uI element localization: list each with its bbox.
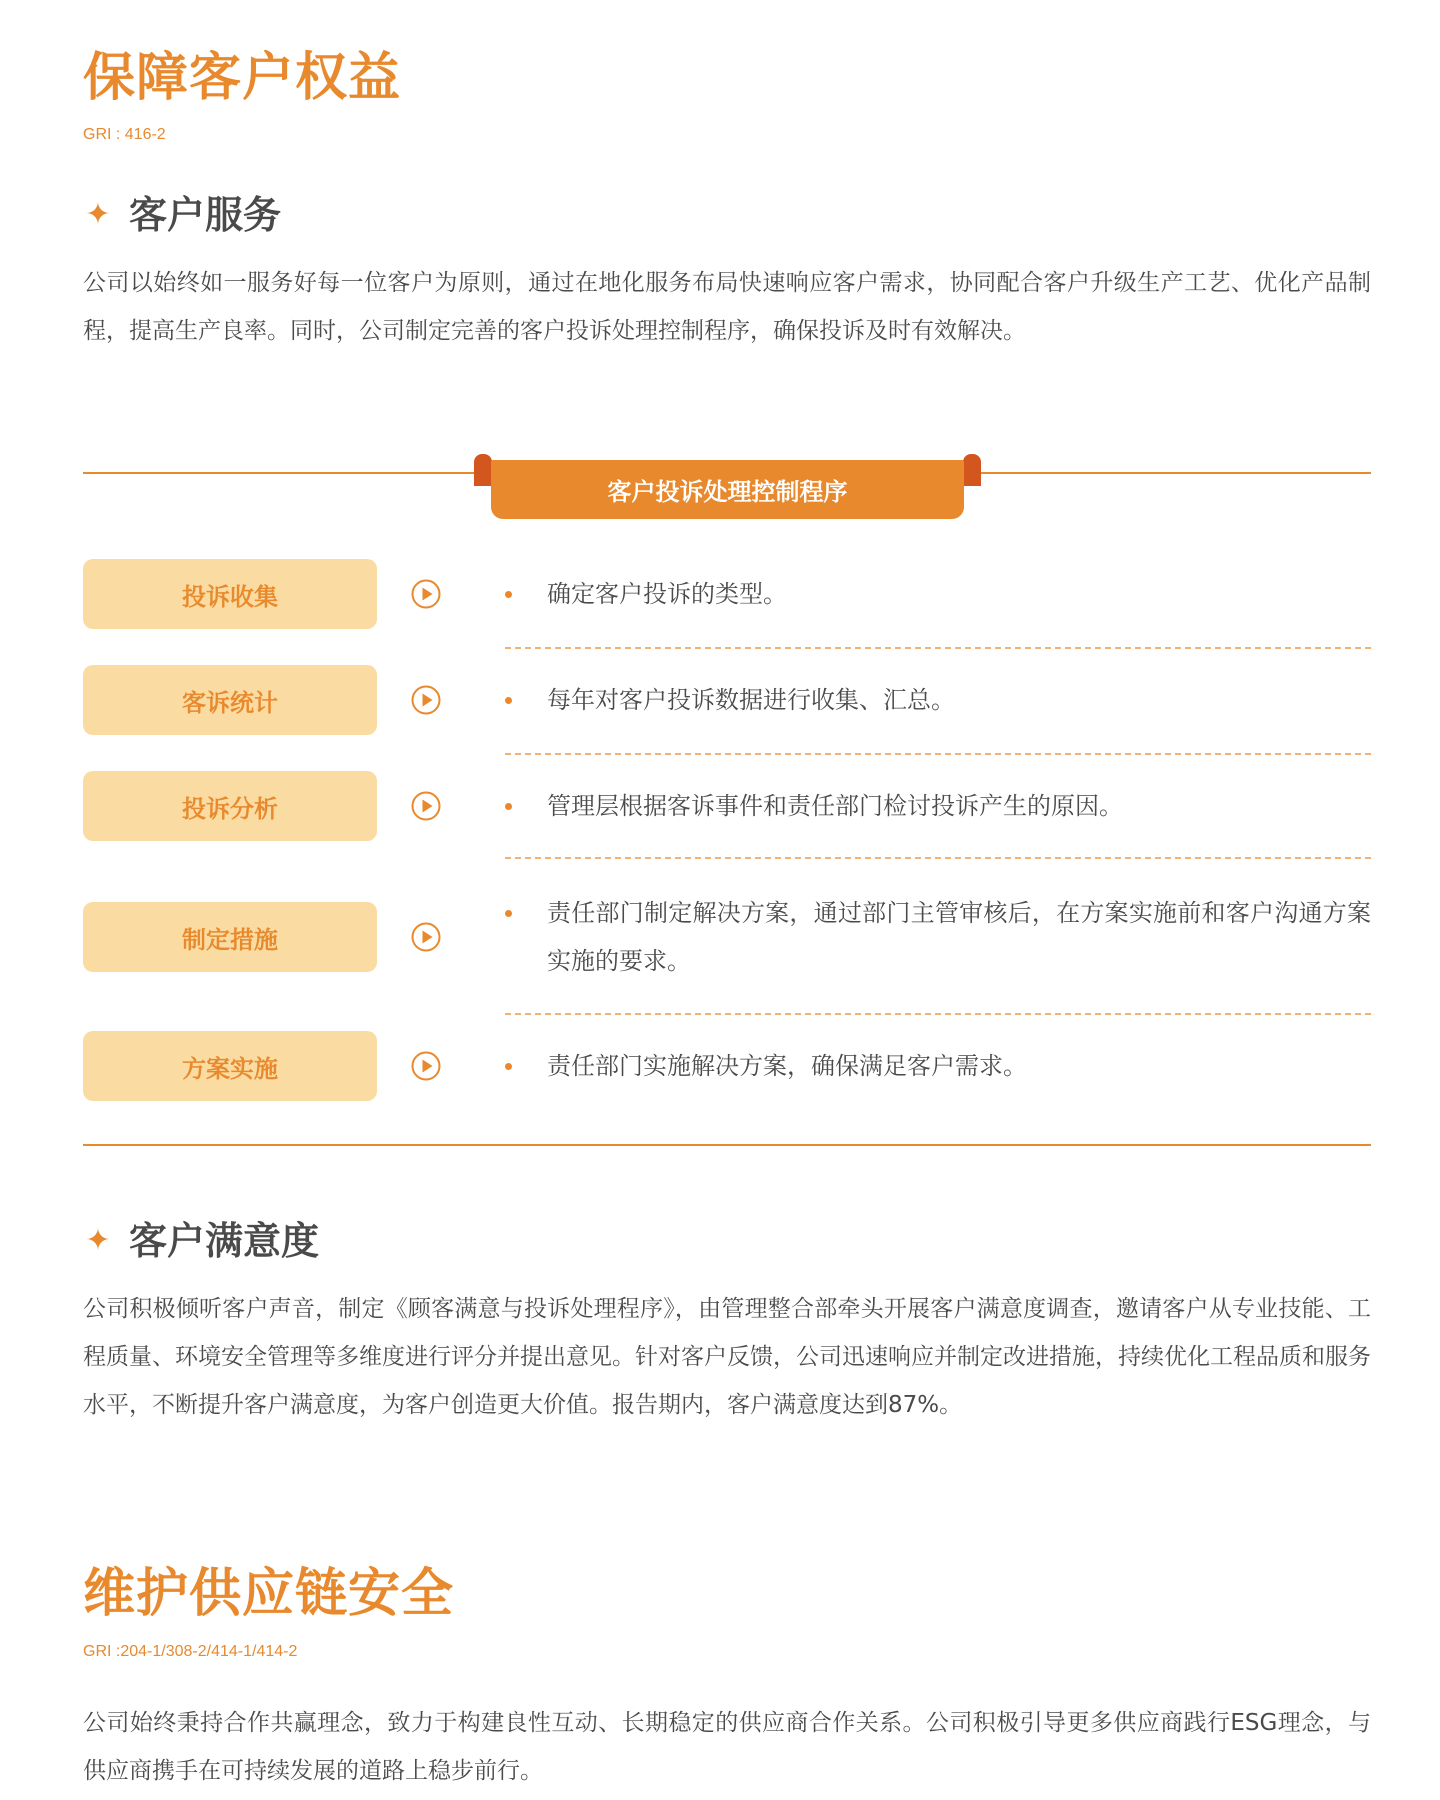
- flow-bottom-line: [83, 1144, 1371, 1146]
- step-label-pill: 方案实施: [83, 1031, 377, 1101]
- section-title-customer-rights: 保障客户权益: [83, 48, 402, 108]
- bullet-dot-icon: [505, 591, 512, 598]
- step-label-pill: 投诉收集: [83, 559, 377, 629]
- ribbon-fold-left: [474, 454, 492, 486]
- play-arrow-icon: [411, 685, 441, 715]
- step-description: 责任部门实施解决方案，确保满足客户需求。: [547, 1052, 1027, 1080]
- step-divider: [505, 857, 1371, 859]
- customer-service-paragraph: 公司以始终如一服务好每一位客户为原则，通过在地化服务布局快速响应客户需求，协同配合客户升级生产工艺、优化产品制程，提高生产良率。同时，公司制定完善的客户投诉处理控制程序，确保投诉及时有效解决。: [83, 270, 1371, 344]
- flow-title-ribbon: 客户投诉处理控制程序: [491, 460, 964, 519]
- step-divider: [505, 647, 1371, 649]
- step-description: 管理层根据客诉事件和责任部门检讨投诉产生的原因。: [547, 792, 1123, 820]
- subheading-text: 客户服务: [129, 193, 282, 237]
- step-label-pill: 客诉统计: [83, 665, 377, 735]
- play-arrow-icon: [411, 791, 441, 821]
- bullet-dot-icon: [505, 803, 512, 810]
- report-page: [83, 0, 1371, 1800]
- step-divider: [505, 753, 1371, 755]
- star-icon: ✦: [85, 1223, 111, 1258]
- bullet-dot-icon: [505, 910, 512, 917]
- star-icon: ✦: [85, 197, 111, 232]
- gri-reference: GRI : 416-2: [83, 126, 166, 143]
- ribbon-fold-right: [963, 454, 981, 486]
- bullet-dot-icon: [505, 697, 512, 704]
- bullet-dot-icon: [505, 1063, 512, 1070]
- supply-chain-paragraph: 公司始终秉持合作共赢理念，致力于构建良性互动、长期稳定的供应商合作关系。公司积极引导更多供应商践行ESG理念，与供应商携手在可持续发展的道路上稳步前行。: [83, 1710, 1371, 1784]
- section-title-supply-chain: 维护供应链安全: [83, 1564, 455, 1624]
- gri-reference: GRI :204-1/308-2/414-1/414-2: [83, 1643, 298, 1660]
- step-label-pill: 投诉分析: [83, 771, 377, 841]
- play-arrow-icon: [411, 922, 441, 952]
- step-divider: [505, 1013, 1371, 1015]
- step-description: 确定客户投诉的类型。: [547, 580, 787, 608]
- step-description: 每年对客户投诉数据进行收集、汇总。: [547, 686, 955, 714]
- step-description: 责任部门制定解决方案，通过部门主管审核后，在方案实施前和客户沟通方案实施的要求。: [547, 899, 1371, 975]
- subheading-text: 客户满意度: [129, 1219, 320, 1263]
- subheading-customer-service: [83, 193, 282, 237]
- play-arrow-icon: [411, 1051, 441, 1081]
- play-arrow-icon: [411, 579, 441, 609]
- customer-satisfaction-paragraph: 公司积极倾听客户声音，制定《顾客满意与投诉处理程序》，由管理整合部牵头开展客户满意度调查，邀请客户从专业技能、工程质量、环境安全管理等多维度进行评分并提出意见。针对客户反馈，公司迅速响应并制定改进措施，持续优化工程品质和服务水平，不断提升客户满意度，为客户创造更大价值。报告期内，客户满意度达到87%。: [83, 1296, 1371, 1418]
- step-label-pill: 制定措施: [83, 902, 377, 972]
- subheading-customer-satisfaction: [83, 1219, 320, 1263]
